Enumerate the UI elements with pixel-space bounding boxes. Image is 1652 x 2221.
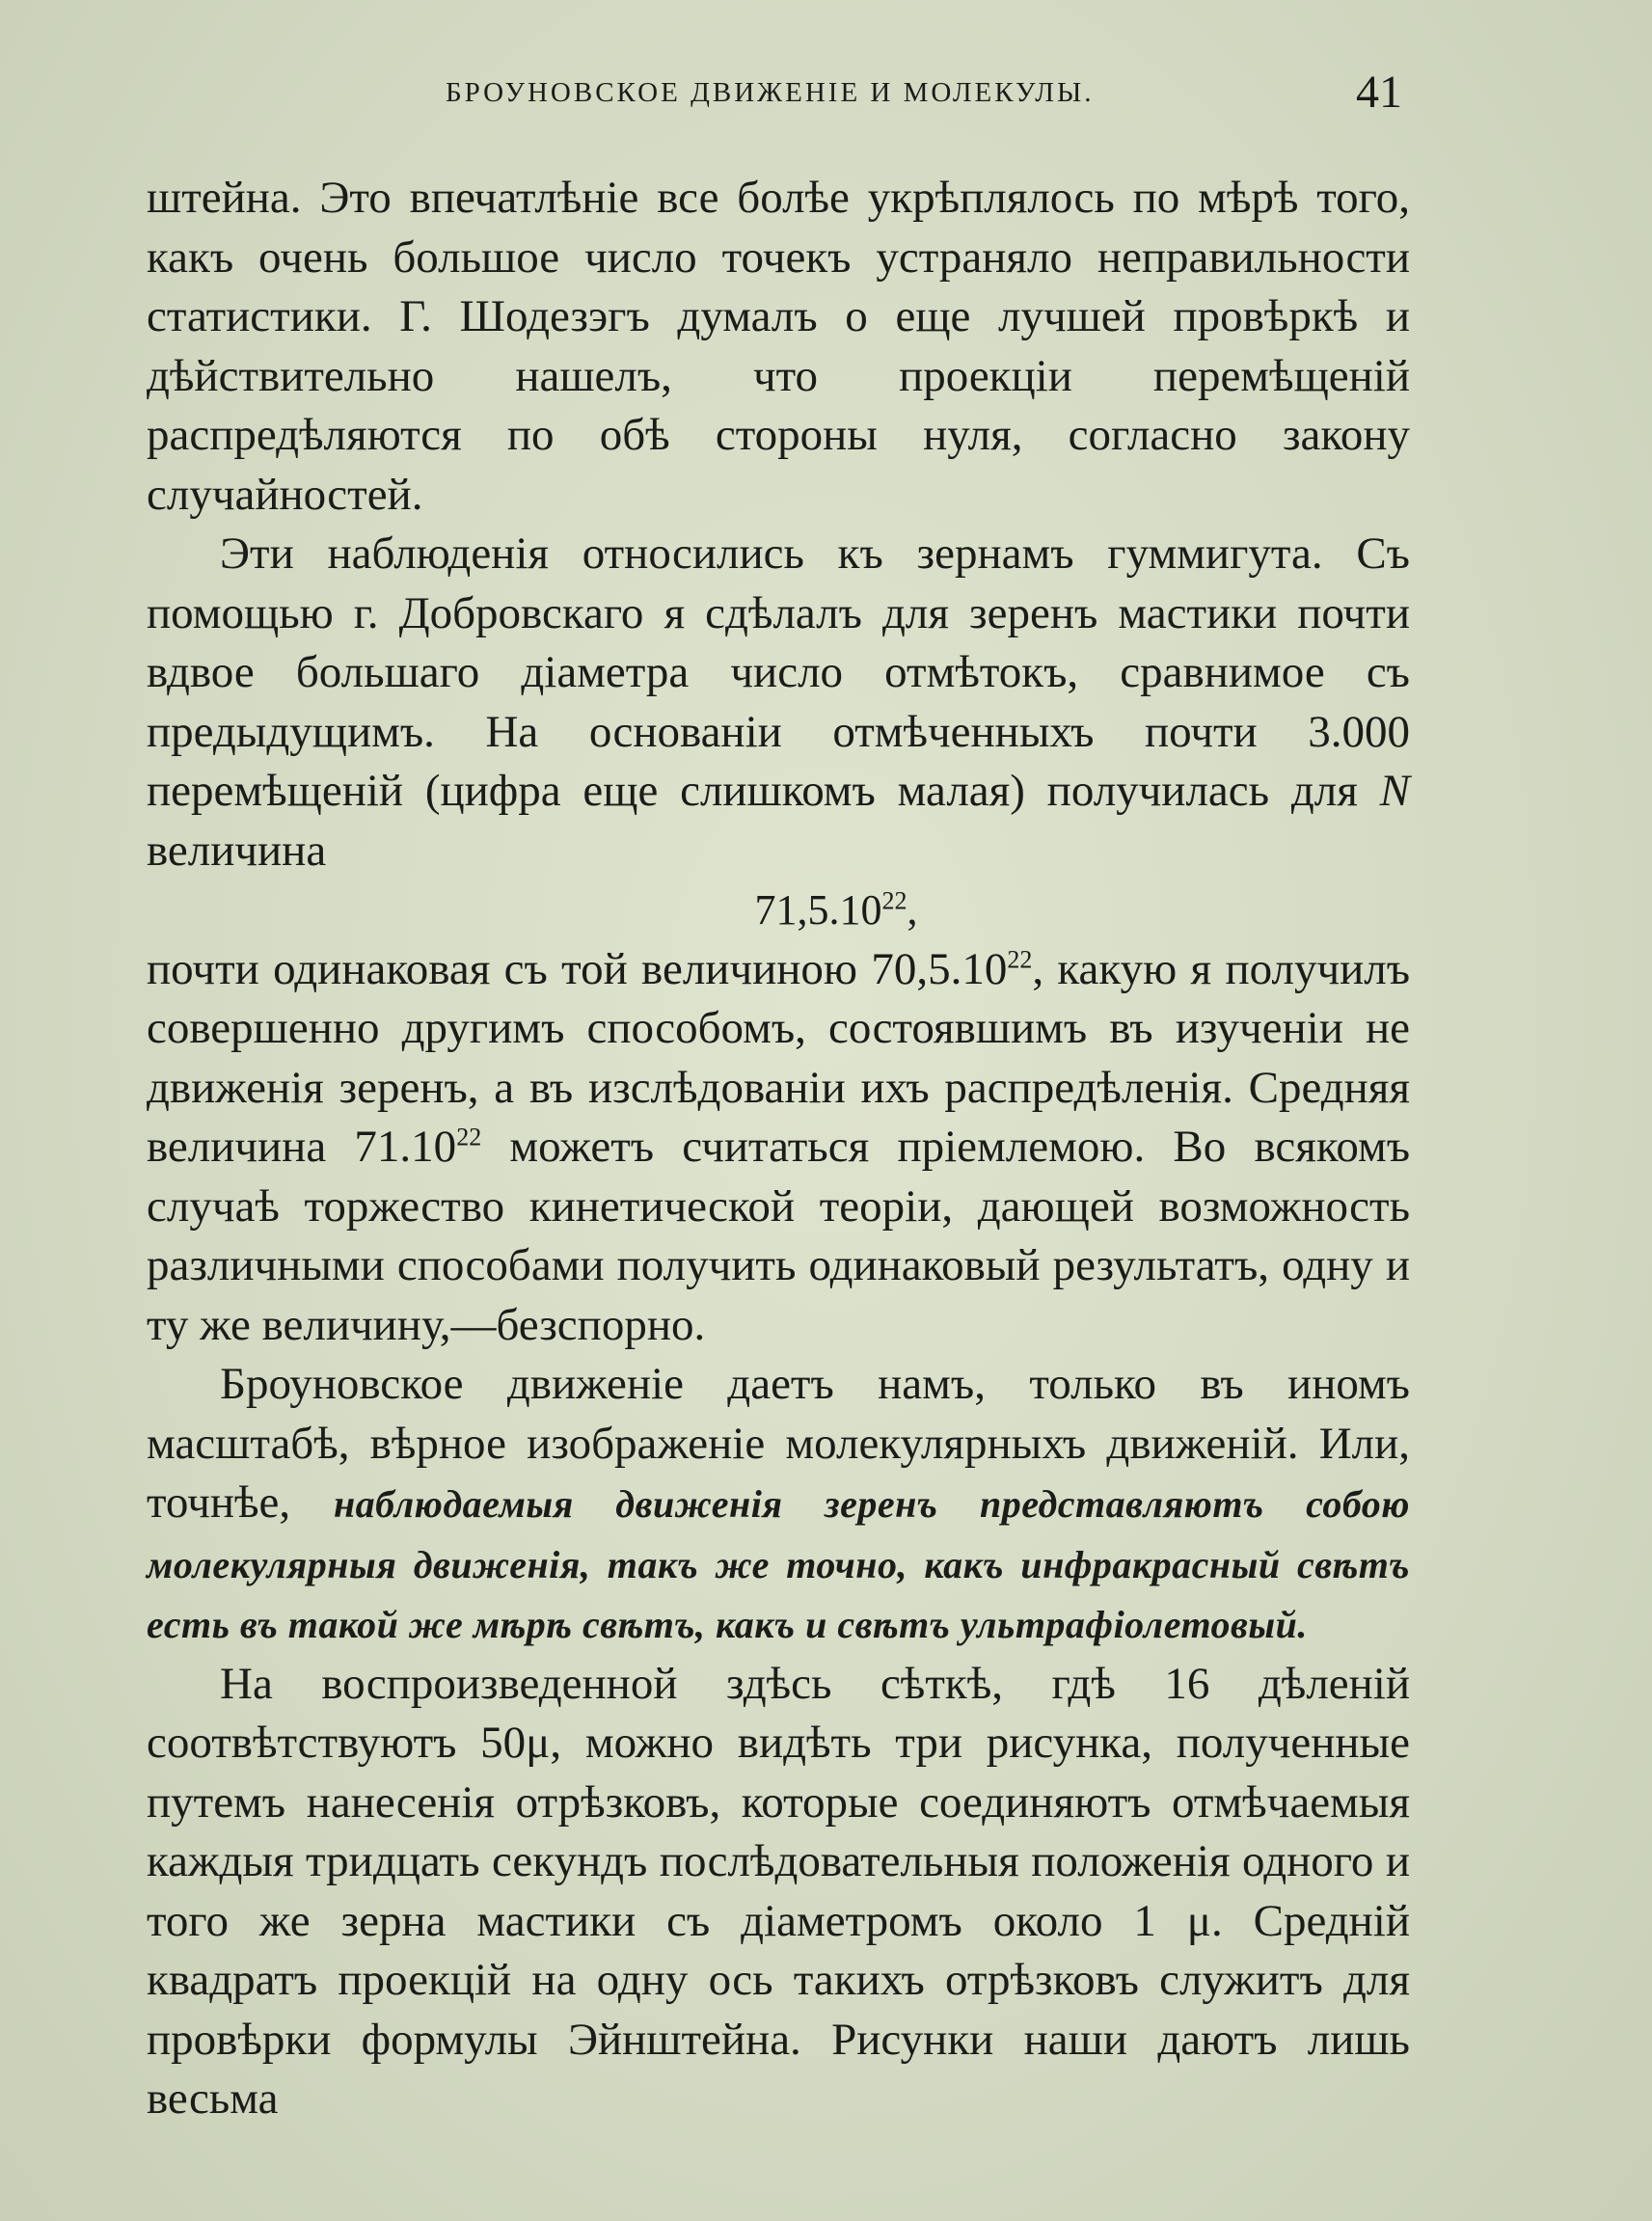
running-title: БРОУНОВСКОЕ ДВИЖЕНІЕ И МОЛЕКУЛЫ. — [446, 77, 1095, 108]
page-header — [147, 66, 1410, 123]
paragraph-5: На воспроизведенной здѣсь сѣткѣ, гдѣ 16 дѣленій соотвѣтствуютъ 50μ, можно видѣть три рисунка, полученные путемъ нанесенія отрѣзковъ, которые соединяютъ отмѣчаемыя каждыя тридцать секундъ послѣдовательныя положенія одного и того же зерна мастики съ діаметромъ около 1 μ. Средній квадратъ проекцій на одну ось такихъ отрѣзковъ служитъ для провѣрки формулы Эйнштейна. Рисунки наши даютъ лишь весьма — [147, 1658, 1410, 2124]
paragraph-3-exponent-1: 22 — [1007, 944, 1033, 973]
paragraph-3-exponent-2: 22 — [456, 1123, 482, 1151]
body-text — [147, 169, 1410, 2129]
paragraph-3 — [147, 940, 1410, 1356]
avogadro-symbol: N — [1379, 766, 1410, 816]
paragraph-4-text: Броуновское движеніе даетъ намъ, только въ иномъ масштабѣ, вѣрное изображеніе молекулярныхъ движеній. Или, точнѣе, — [147, 1359, 1410, 1528]
paragraph-2-end: величина — [147, 825, 327, 876]
paragraph-2-text: Эти наблюденія относились къ зернамъ гуммигута. Съ помощью г. Добровскаго я сдѣлалъ для зеренъ мастики почти вдвое большаго діаметра число отмѣтокъ, сравнимое съ предыдущимъ. На основаніи отмѣченныхъ почти 3.000 перемѣщеній (цифра еще слишкомъ малая) получилась для — [147, 528, 1410, 816]
formula-exponent: 22 — [881, 886, 907, 915]
formula-tail: , — [907, 886, 918, 934]
paragraph-3-part-a: почти одинаковая съ той величиною 70,5.10 — [147, 943, 1008, 994]
paragraph-3-part-c: можетъ считаться пріемлемою. Во всякомъ случаѣ торжество кинетической теоріи, дающей возможность различными способами получить одинаковый результатъ, одну и ту же величину,—безспорно. — [147, 1122, 1411, 1350]
paragraph-4-emphasis: наблюдаемыя движенія зеренъ представляютъ собою молекулярныя движенія, такъ же точно, какъ инфракрасный свѣтъ есть въ такой же мѣрѣ свѣтъ, какъ и свѣтъ ультрафіолетовый. — [147, 1482, 1411, 1646]
formula-base: 71,5.10 — [754, 886, 882, 934]
formula — [147, 880, 1410, 940]
paragraph-4 — [147, 1355, 1410, 1655]
page-number: 41 — [1356, 67, 1402, 118]
paragraph-2 — [147, 525, 1410, 880]
paragraph-1: штейна. Это впечатлѣніе все болѣе укрѣплялось по мѣрѣ того, какъ очень большое число точекъ устраняло неправильности статистики. Г. Шодезэгъ думалъ о еще лучшей провѣркѣ и дѣйствительно нашелъ, что проекціи перемѣщеній распредѣляются по обѣ стороны нуля, согласно закону случайностей. — [147, 173, 1410, 520]
paragraph-3-part-b: , какую я получилъ совершенно другимъ способомъ, состоявшимъ въ изученіи не движенія зеренъ, а въ изслѣдованіи ихъ распредѣленія. Средняя величина 71.10 — [147, 943, 1410, 1172]
